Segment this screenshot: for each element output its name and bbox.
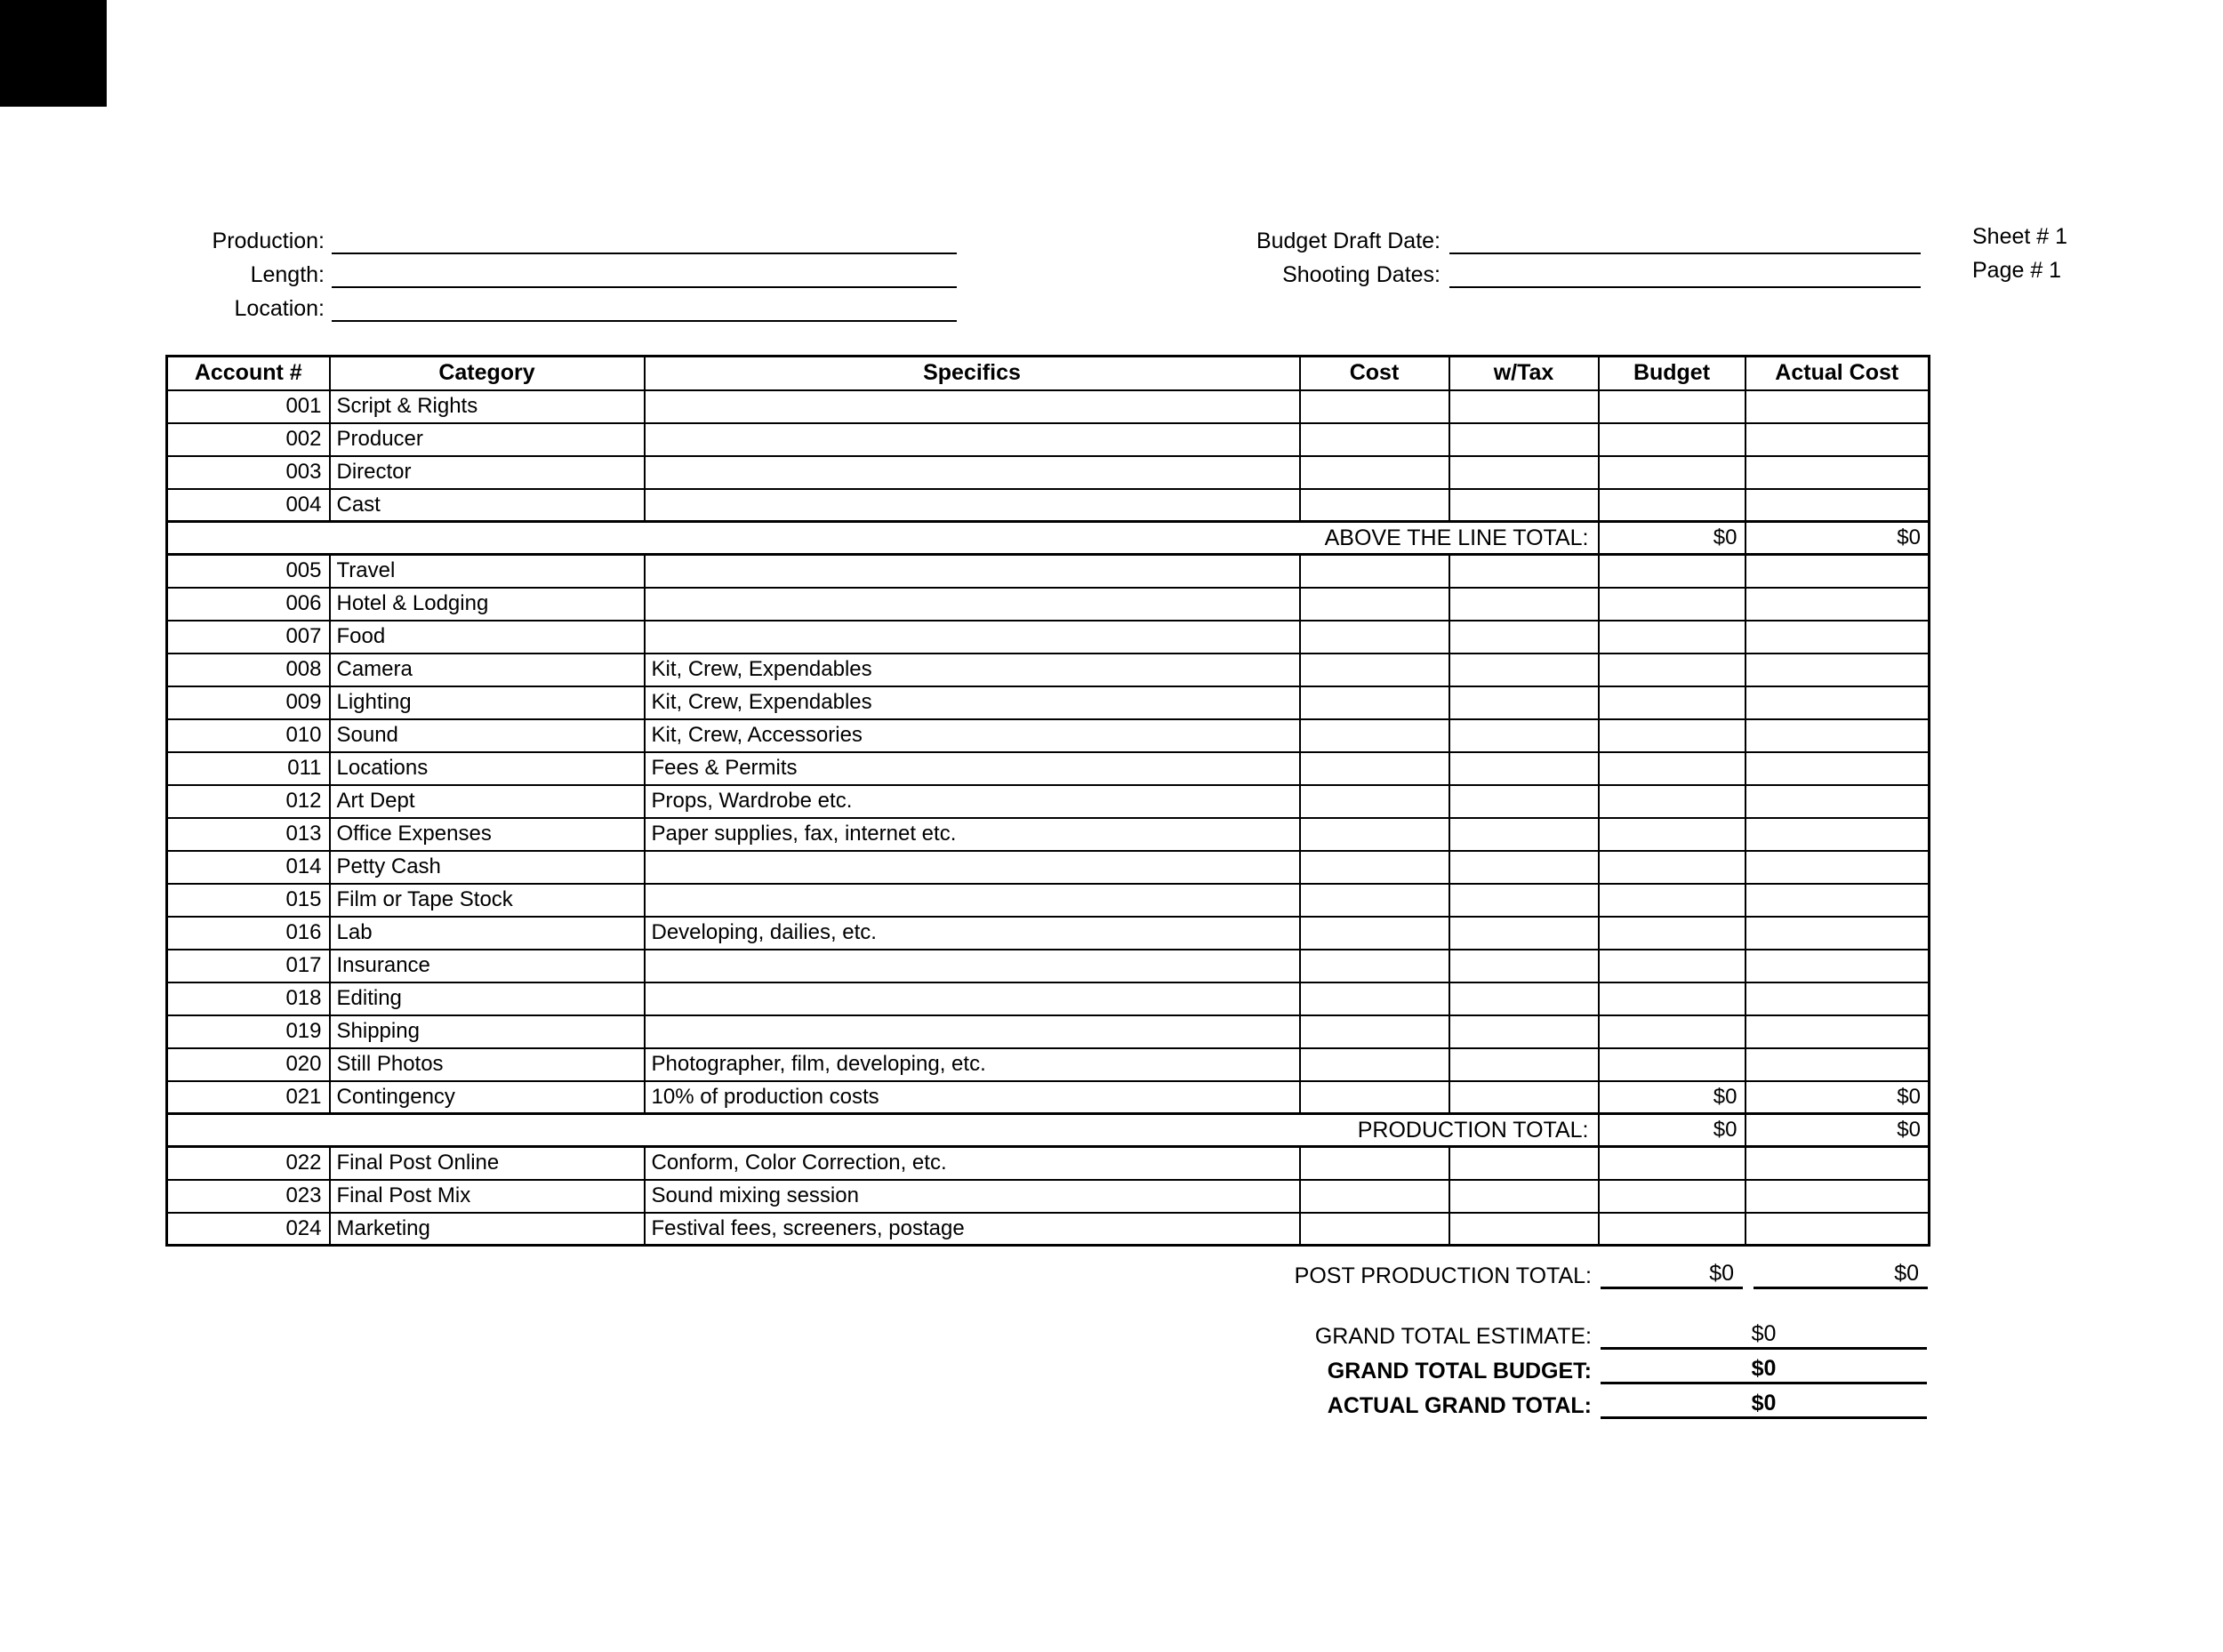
actual-cost-cell bbox=[1745, 423, 1930, 456]
specifics-cell bbox=[645, 851, 1300, 884]
specifics-cell bbox=[645, 456, 1300, 489]
category-cell: Script & Rights bbox=[330, 390, 645, 423]
wtax-cell bbox=[1449, 917, 1599, 950]
budget-cell bbox=[1599, 1015, 1745, 1048]
specifics-cell bbox=[645, 390, 1300, 423]
cost-cell bbox=[1300, 1180, 1449, 1213]
specifics-cell: 10% of production costs bbox=[645, 1081, 1300, 1114]
actual-grand-total-value: $0 bbox=[1601, 1389, 1927, 1419]
cost-cell bbox=[1300, 423, 1449, 456]
specifics-cell: Kit, Crew, Expendables bbox=[645, 654, 1300, 686]
category-cell: Sound bbox=[330, 719, 645, 752]
actual-cost-cell bbox=[1745, 1147, 1930, 1180]
budget-draft-date-input-line[interactable] bbox=[1449, 222, 1921, 254]
shooting-dates-input-line[interactable] bbox=[1449, 256, 1921, 288]
cost-cell bbox=[1300, 1015, 1449, 1048]
category-cell: Travel bbox=[330, 555, 645, 588]
budget-table bbox=[165, 355, 1930, 1247]
wtax-cell bbox=[1449, 818, 1599, 851]
category-cell: Hotel & Lodging bbox=[330, 588, 645, 621]
actual-cost-cell bbox=[1745, 719, 1930, 752]
specifics-cell bbox=[645, 1015, 1300, 1048]
budget-cell bbox=[1599, 456, 1745, 489]
column-header-cost: Cost bbox=[1300, 357, 1449, 390]
budget-row-018 bbox=[167, 982, 1930, 1015]
account-number: 011 bbox=[167, 752, 330, 785]
wtax-cell bbox=[1449, 489, 1599, 522]
wtax-cell bbox=[1449, 390, 1599, 423]
table-header-row bbox=[167, 357, 1930, 390]
budget-row-017 bbox=[167, 950, 1930, 982]
category-cell: Insurance bbox=[330, 950, 645, 982]
budget-cell bbox=[1599, 555, 1745, 588]
category-cell: Locations bbox=[330, 752, 645, 785]
length-input-line[interactable] bbox=[332, 256, 957, 288]
actual-cost-cell: $0 bbox=[1745, 1081, 1930, 1114]
production-label: Production: bbox=[212, 229, 325, 254]
wtax-cell bbox=[1449, 588, 1599, 621]
actual-cost-cell bbox=[1745, 1180, 1930, 1213]
wtax-cell bbox=[1449, 1180, 1599, 1213]
budget-row-003 bbox=[167, 456, 1930, 489]
wtax-cell bbox=[1449, 1213, 1599, 1246]
account-number: 010 bbox=[167, 719, 330, 752]
post-production-total-label: POST PRODUCTION TOTAL: bbox=[1294, 1263, 1592, 1288]
account-number: 002 bbox=[167, 423, 330, 456]
actual-cost-cell bbox=[1745, 588, 1930, 621]
wtax-cell bbox=[1449, 950, 1599, 982]
cost-cell bbox=[1300, 588, 1449, 621]
wtax-cell bbox=[1449, 719, 1599, 752]
account-number: 003 bbox=[167, 456, 330, 489]
budget-row-009 bbox=[167, 686, 1930, 719]
account-number: 006 bbox=[167, 588, 330, 621]
account-number: 001 bbox=[167, 390, 330, 423]
actual-cost-cell bbox=[1745, 785, 1930, 818]
budget-row-014 bbox=[167, 851, 1930, 884]
wtax-cell bbox=[1449, 884, 1599, 917]
actual-cost-cell bbox=[1745, 752, 1930, 785]
wtax-cell bbox=[1449, 654, 1599, 686]
cost-cell bbox=[1300, 950, 1449, 982]
budget-row-016 bbox=[167, 917, 1930, 950]
budget-row-002 bbox=[167, 423, 1930, 456]
budget-cell bbox=[1599, 489, 1745, 522]
wtax-cell bbox=[1449, 621, 1599, 654]
cost-cell bbox=[1300, 719, 1449, 752]
grand-total-budget-row bbox=[800, 1354, 1927, 1384]
actual-cost-cell bbox=[1745, 1213, 1930, 1246]
specifics-cell bbox=[645, 423, 1300, 456]
category-cell: Cast bbox=[330, 489, 645, 522]
column-header-category: Category bbox=[330, 357, 645, 390]
cost-cell bbox=[1300, 1147, 1449, 1180]
production-field bbox=[129, 222, 957, 254]
wtax-cell bbox=[1449, 982, 1599, 1015]
wtax-cell bbox=[1449, 1081, 1599, 1114]
wtax-cell bbox=[1449, 1048, 1599, 1081]
budget-cell bbox=[1599, 884, 1745, 917]
actual-cost-cell bbox=[1745, 950, 1930, 982]
location-input-line[interactable] bbox=[332, 290, 957, 322]
actual-grand-total-row bbox=[800, 1389, 1927, 1419]
page-number: Page # 1 bbox=[1972, 258, 2062, 283]
budget-row-006 bbox=[167, 588, 1930, 621]
budget-row-020 bbox=[167, 1048, 1930, 1081]
sheet-number: Sheet # 1 bbox=[1972, 224, 2068, 249]
category-cell: Shipping bbox=[330, 1015, 645, 1048]
account-number: 013 bbox=[167, 818, 330, 851]
account-number: 022 bbox=[167, 1147, 330, 1180]
post-production-total-row bbox=[800, 1255, 1928, 1289]
account-number: 007 bbox=[167, 621, 330, 654]
category-cell: Lighting bbox=[330, 686, 645, 719]
budget-cell bbox=[1599, 950, 1745, 982]
budget-row-001 bbox=[167, 390, 1930, 423]
actual-cost-cell bbox=[1745, 818, 1930, 851]
section-total-actual: $0 bbox=[1745, 1114, 1930, 1147]
post-production-total-actual: $0 bbox=[1754, 1255, 1928, 1289]
wtax-cell bbox=[1449, 686, 1599, 719]
account-number: 019 bbox=[167, 1015, 330, 1048]
specifics-cell bbox=[645, 950, 1300, 982]
category-cell: Contingency bbox=[330, 1081, 645, 1114]
actual-cost-cell bbox=[1745, 982, 1930, 1015]
wtax-cell bbox=[1449, 851, 1599, 884]
location-label: Location: bbox=[234, 296, 325, 322]
cost-cell bbox=[1300, 884, 1449, 917]
account-number: 008 bbox=[167, 654, 330, 686]
actual-cost-cell bbox=[1745, 621, 1930, 654]
category-cell: Marketing bbox=[330, 1213, 645, 1246]
section-total-actual: $0 bbox=[1745, 522, 1930, 555]
budget-row-019 bbox=[167, 1015, 1930, 1048]
category-cell: Final Post Mix bbox=[330, 1180, 645, 1213]
account-number: 009 bbox=[167, 686, 330, 719]
wtax-cell bbox=[1449, 1015, 1599, 1048]
wtax-cell bbox=[1449, 456, 1599, 489]
account-number: 005 bbox=[167, 555, 330, 588]
grand-total-estimate-label: GRAND TOTAL ESTIMATE: bbox=[1314, 1324, 1592, 1349]
wtax-cell bbox=[1449, 752, 1599, 785]
cost-cell bbox=[1300, 851, 1449, 884]
section-total-budget: $0 bbox=[1599, 1114, 1745, 1147]
account-number: 016 bbox=[167, 917, 330, 950]
account-number: 023 bbox=[167, 1180, 330, 1213]
cost-cell bbox=[1300, 1048, 1449, 1081]
specifics-cell bbox=[645, 982, 1300, 1015]
budget-cell bbox=[1599, 851, 1745, 884]
budget-row-011 bbox=[167, 752, 1930, 785]
production-input-line[interactable] bbox=[332, 222, 957, 254]
post-production-total-budget: $0 bbox=[1601, 1255, 1743, 1289]
wtax-cell bbox=[1449, 1147, 1599, 1180]
account-number: 020 bbox=[167, 1048, 330, 1081]
budget-cell bbox=[1599, 1048, 1745, 1081]
category-cell: Still Photos bbox=[330, 1048, 645, 1081]
actual-cost-cell bbox=[1745, 1015, 1930, 1048]
cost-cell bbox=[1300, 917, 1449, 950]
budget-cell bbox=[1599, 654, 1745, 686]
length-field bbox=[129, 256, 957, 288]
budget-cell bbox=[1599, 917, 1745, 950]
actual-cost-cell bbox=[1745, 851, 1930, 884]
category-cell: Art Dept bbox=[330, 785, 645, 818]
budget-row-023 bbox=[167, 1180, 1930, 1213]
budget-cell bbox=[1599, 588, 1745, 621]
grand-total-budget-value: $0 bbox=[1601, 1354, 1927, 1384]
wtax-cell bbox=[1449, 423, 1599, 456]
budget-cell bbox=[1599, 390, 1745, 423]
budget-cell bbox=[1599, 982, 1745, 1015]
account-number: 012 bbox=[167, 785, 330, 818]
grand-total-estimate-value: $0 bbox=[1601, 1319, 1927, 1350]
category-cell: Petty Cash bbox=[330, 851, 645, 884]
cost-cell bbox=[1300, 686, 1449, 719]
specifics-cell: Photographer, film, developing, etc. bbox=[645, 1048, 1300, 1081]
specifics-cell: Sound mixing session bbox=[645, 1180, 1300, 1213]
specifics-cell: Kit, Crew, Expendables bbox=[645, 686, 1300, 719]
section-total-label: PRODUCTION TOTAL: bbox=[167, 1114, 1599, 1147]
account-number: 004 bbox=[167, 489, 330, 522]
specifics-cell: Developing, dailies, etc. bbox=[645, 917, 1300, 950]
budget-cell bbox=[1599, 1213, 1745, 1246]
actual-cost-cell bbox=[1745, 884, 1930, 917]
section-total-row-above-the-line-total bbox=[167, 522, 1930, 555]
budget-row-008 bbox=[167, 654, 1930, 686]
category-cell: Director bbox=[330, 456, 645, 489]
account-number: 024 bbox=[167, 1213, 330, 1246]
budget-cell bbox=[1599, 621, 1745, 654]
cost-cell bbox=[1300, 621, 1449, 654]
category-cell: Office Expenses bbox=[330, 818, 645, 851]
actual-cost-cell bbox=[1745, 686, 1930, 719]
category-cell: Final Post Online bbox=[330, 1147, 645, 1180]
section-total-budget: $0 bbox=[1599, 522, 1745, 555]
column-header-account: Account # bbox=[167, 357, 330, 390]
category-cell: Camera bbox=[330, 654, 645, 686]
wtax-cell bbox=[1449, 785, 1599, 818]
actual-cost-cell bbox=[1745, 1048, 1930, 1081]
budget-cell bbox=[1599, 719, 1745, 752]
category-cell: Film or Tape Stock bbox=[330, 884, 645, 917]
category-cell: Food bbox=[330, 621, 645, 654]
column-header-specifics: Specifics bbox=[645, 357, 1300, 390]
budget-row-021 bbox=[167, 1081, 1930, 1114]
specifics-cell: Paper supplies, fax, internet etc. bbox=[645, 818, 1300, 851]
specifics-cell: Conform, Color Correction, etc. bbox=[645, 1147, 1300, 1180]
specifics-cell: Kit, Crew, Accessories bbox=[645, 719, 1300, 752]
cost-cell bbox=[1300, 489, 1449, 522]
account-number: 014 bbox=[167, 851, 330, 884]
actual-cost-cell bbox=[1745, 555, 1930, 588]
shooting-dates-field bbox=[1154, 256, 1921, 288]
budget-cell bbox=[1599, 1147, 1745, 1180]
budget-row-005 bbox=[167, 555, 1930, 588]
cost-cell bbox=[1300, 752, 1449, 785]
cost-cell bbox=[1300, 982, 1449, 1015]
shooting-dates-label: Shooting Dates: bbox=[1282, 262, 1441, 288]
category-cell: Editing bbox=[330, 982, 645, 1015]
budget-cell bbox=[1599, 423, 1745, 456]
length-label: Length: bbox=[250, 262, 325, 288]
cost-cell bbox=[1300, 390, 1449, 423]
actual-cost-cell bbox=[1745, 489, 1930, 522]
actual-cost-cell bbox=[1745, 456, 1930, 489]
actual-cost-cell bbox=[1745, 654, 1930, 686]
wtax-cell bbox=[1449, 555, 1599, 588]
grand-total-estimate-row bbox=[800, 1319, 1927, 1350]
cost-cell bbox=[1300, 654, 1449, 686]
budget-row-013 bbox=[167, 818, 1930, 851]
actual-cost-cell bbox=[1745, 390, 1930, 423]
cost-cell bbox=[1300, 785, 1449, 818]
specifics-cell bbox=[645, 489, 1300, 522]
budget-row-012 bbox=[167, 785, 1930, 818]
account-number: 017 bbox=[167, 950, 330, 982]
section-total-row-production-total bbox=[167, 1114, 1930, 1147]
actual-grand-total-label: ACTUAL GRAND TOTAL: bbox=[1327, 1393, 1592, 1418]
column-header-budget: Budget bbox=[1599, 357, 1745, 390]
cost-cell bbox=[1300, 456, 1449, 489]
budget-cell bbox=[1599, 785, 1745, 818]
specifics-cell: Props, Wardrobe etc. bbox=[645, 785, 1300, 818]
budget-cell bbox=[1599, 1180, 1745, 1213]
budget-cell bbox=[1599, 818, 1745, 851]
budget-row-004 bbox=[167, 489, 1930, 522]
section-total-label: ABOVE THE LINE TOTAL: bbox=[167, 522, 1599, 555]
actual-cost-cell bbox=[1745, 917, 1930, 950]
budget-row-007 bbox=[167, 621, 1930, 654]
budget-cell: $0 bbox=[1599, 1081, 1745, 1114]
specifics-cell: Fees & Permits bbox=[645, 752, 1300, 785]
cost-cell bbox=[1300, 1213, 1449, 1246]
budget-row-015 bbox=[167, 884, 1930, 917]
cost-cell bbox=[1300, 1081, 1449, 1114]
specifics-cell: Festival fees, screeners, postage bbox=[645, 1213, 1300, 1246]
specifics-cell bbox=[645, 588, 1300, 621]
budget-row-010 bbox=[167, 719, 1930, 752]
budget-draft-date-label: Budget Draft Date: bbox=[1256, 229, 1441, 254]
corner-mark bbox=[0, 0, 107, 107]
specifics-cell bbox=[645, 555, 1300, 588]
account-number: 018 bbox=[167, 982, 330, 1015]
column-header-actual-cost: Actual Cost bbox=[1745, 357, 1930, 390]
column-header-w-tax: w/Tax bbox=[1449, 357, 1599, 390]
specifics-cell bbox=[645, 621, 1300, 654]
cost-cell bbox=[1300, 555, 1449, 588]
budget-row-022 bbox=[167, 1147, 1930, 1180]
budget-draft-date-field bbox=[1154, 222, 1921, 254]
budget-cell bbox=[1599, 752, 1745, 785]
category-cell: Lab bbox=[330, 917, 645, 950]
account-number: 015 bbox=[167, 884, 330, 917]
location-field bbox=[129, 290, 957, 322]
category-cell: Producer bbox=[330, 423, 645, 456]
budget-row-024 bbox=[167, 1213, 1930, 1246]
account-number: 021 bbox=[167, 1081, 330, 1114]
cost-cell bbox=[1300, 818, 1449, 851]
budget-cell bbox=[1599, 686, 1745, 719]
specifics-cell bbox=[645, 884, 1300, 917]
grand-total-budget-label: GRAND TOTAL BUDGET: bbox=[1327, 1359, 1592, 1383]
